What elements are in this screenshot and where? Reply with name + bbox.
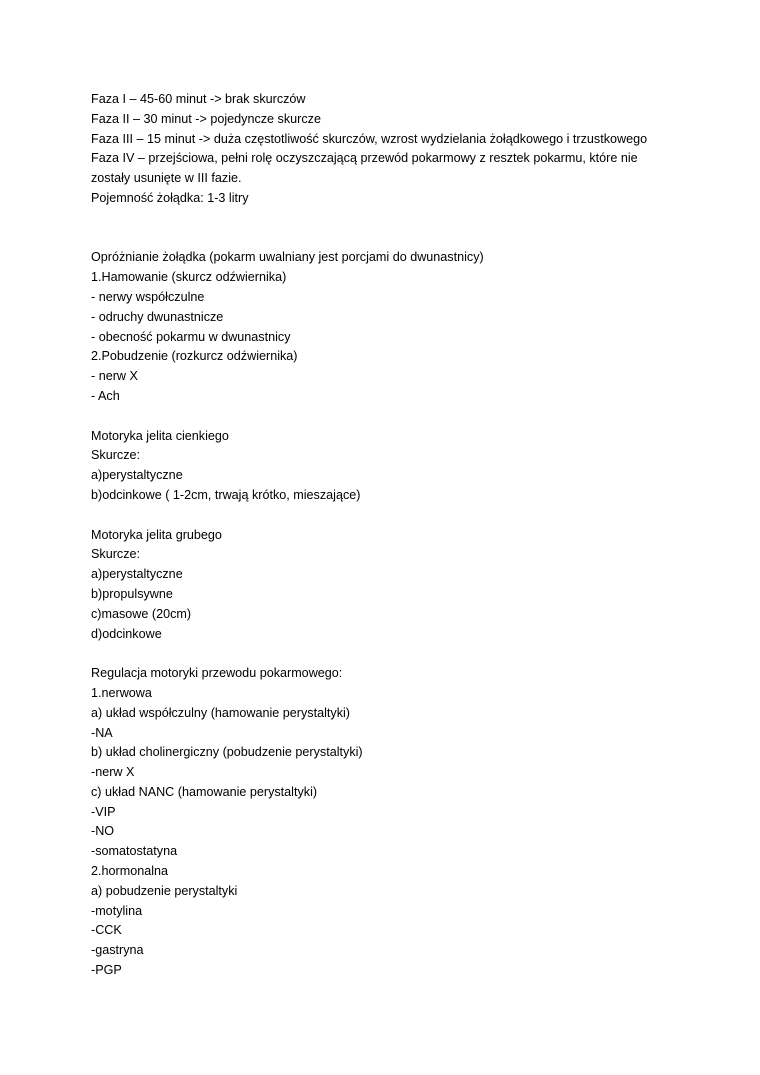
text-line: Motoryka jelita grubego <box>91 527 222 542</box>
text-line: -motylina <box>91 903 143 918</box>
text-line: Skurcze: <box>91 547 140 562</box>
blank-line <box>91 407 731 427</box>
document-body <box>91 90 731 981</box>
text-line: 1.Hamowanie (skurcz odźwiernika) <box>91 270 287 285</box>
text-line: a) układ współczulny (hamowanie perystaltyki) <box>91 705 350 720</box>
blank-line <box>91 229 731 249</box>
text-line: Opróżnianie żołądka (pokarm uwalniany jest porcjami do dwunastnicy) <box>91 250 484 265</box>
blank-line <box>91 506 731 526</box>
text-line: -PGP <box>91 963 122 978</box>
text-line: - odruchy dwunastnicze <box>91 309 224 324</box>
text-line: a)perystaltyczne <box>91 468 183 483</box>
text-line: Skurcze: <box>91 448 140 463</box>
text-line: b)propulsywne <box>91 586 173 601</box>
text-line: -VIP <box>91 804 116 819</box>
text-line: Faza I – 45-60 minut -> brak skurczów <box>91 92 306 106</box>
text-line: a)perystaltyczne <box>91 567 183 582</box>
text-line: b) układ cholinergiczny (pobudzenie perystaltyki) <box>91 745 363 760</box>
text-line: -NO <box>91 824 115 839</box>
text-line: - Ach <box>91 388 120 403</box>
text-line: c)masowe (20cm) <box>91 606 192 621</box>
text-line: Regulacja motoryki przewodu pokarmowego: <box>91 666 343 681</box>
text-line: -gastryna <box>91 943 144 958</box>
text-line: - obecność pokarmu w dwunastnicy <box>91 329 291 344</box>
text-line: -NA <box>91 725 113 740</box>
text-line: 2.hormonalna <box>91 864 169 879</box>
text-line: d)odcinkowe <box>91 626 162 641</box>
blank-line <box>91 209 731 229</box>
text-line: b)odcinkowe ( 1-2cm, trwają krótko, mieszające) <box>91 487 361 502</box>
text-line: Faza IV – przejściowa, pełni rolę oczyszczającą przewód pokarmowy z resztek pokarmu, które nie <box>91 151 638 166</box>
text-line: -CCK <box>91 923 122 938</box>
text-line: Motoryka jelita cienkiego <box>91 428 229 443</box>
text-line: a) pobudzenie perystaltyki <box>91 883 238 898</box>
text-line: Faza II – 30 minut -> pojedyncze skurcze <box>91 111 321 126</box>
text-line: - nerw X <box>91 369 138 384</box>
text-line: 2.Pobudzenie (rozkurcz odźwiernika) <box>91 349 298 364</box>
text-line: Pojemność żołądka: 1-3 litry <box>91 190 249 205</box>
text-line: c) układ NANC (hamowanie perystaltyki) <box>91 784 318 799</box>
blank-line <box>91 644 731 664</box>
text-line: 1.nerwowa <box>91 685 152 700</box>
text-line: Faza III – 15 minut -> duża częstotliwość skurczów, wzrost wydzielania żołądkowego i trzustkowego <box>91 131 648 146</box>
text-line: -somatostatyna <box>91 844 178 859</box>
text-line: -nerw X <box>91 765 135 780</box>
text-line: - nerwy współczulne <box>91 289 205 304</box>
text-line: zostały usunięte w III fazie. <box>91 171 242 186</box>
